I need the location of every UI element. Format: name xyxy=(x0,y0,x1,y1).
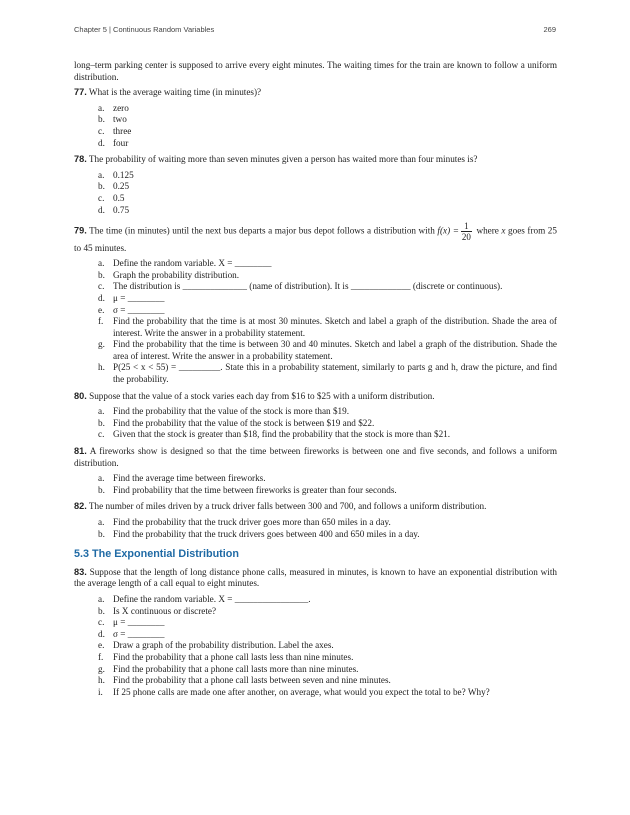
list-item: e. Draw a graph of the probability distribution. Label the axes. xyxy=(98,640,334,651)
list-item: c. μ = ________ xyxy=(98,617,165,628)
problem-83 xyxy=(74,567,557,699)
list-item: c. three xyxy=(98,125,132,136)
list-item: b. Find the probability that the truck drivers goes between 400 and 650 miles in a day. xyxy=(98,528,420,539)
list-item: b. 0.25 xyxy=(98,181,130,192)
problem-number: 79. xyxy=(74,225,87,236)
list-item: a. Find the probability that the value of the stock is more than $19. xyxy=(98,406,350,417)
fraction: $\frac{1}{20}$ xyxy=(461,221,471,243)
list-item: i. If 25 phone calls are made one after another, on average, what would you expect the total to be? Why? xyxy=(98,686,490,697)
page-number: 269 xyxy=(543,25,556,34)
chapter-title: Chapter 5 | Continuous Random Variables xyxy=(74,25,215,34)
problem-number: 82. xyxy=(74,501,87,512)
section-heading: 5.3 The Exponential Distribution xyxy=(74,548,239,561)
problem-number: 81. xyxy=(74,446,87,457)
list-item: c. 0.5 xyxy=(98,192,125,203)
problem-80 xyxy=(74,391,557,441)
problem-number: 80. xyxy=(74,390,87,401)
list-item: h. P(25 < x < 55) = _________. State this in a probability statement, similarly to parts g and h, draw the picture, and find the probability. xyxy=(98,362,557,385)
list-item: b. Find the probability that the value of the stock is between $19 and $22. xyxy=(98,417,375,428)
list-item: h. Find the probability that a phone call lasts between seven and nine minutes. xyxy=(98,675,391,686)
page-content xyxy=(74,60,557,698)
problem-82 xyxy=(74,501,557,540)
problem-text: Suppose that the length of long distance phone calls, measured in minutes, is known to have an exponential distribution with the average length of a call equal to eight minutes. xyxy=(74,566,557,589)
list-item: g. Find the probability that a phone call lasts more than nine minutes. xyxy=(98,663,359,674)
answer-list xyxy=(74,103,557,149)
answer-list xyxy=(74,170,557,216)
list-item: c. Given that the stock is greater than $18, find the probability that the stock is more than $21. xyxy=(98,429,451,440)
answer-list xyxy=(74,406,557,441)
continuation-text: long–term parking center is supposed to arrive every eight minutes. The waiting times for the train are known to follow a uniform distribution. xyxy=(74,60,557,82)
problem-text: A fireworks show is designed so that the time between fireworks is between one and five seconds, and follows a uniform distribution. xyxy=(74,446,557,468)
list-item: g. Find the probability that the time is between 30 and 40 minutes. Sketch and label a graph of the distribution. Shade the area of interest. Write the answer in a probability statement. xyxy=(98,339,557,361)
list-item: f. Find the probability that the time is at most 30 minutes. Sketch and label a graph of the distribution. Shade the area of interest. Write the answer in a probability statement. xyxy=(98,316,557,338)
list-item: b. Graph the probability distribution. xyxy=(98,269,240,280)
problem-text: Suppose that the value of a stock varies each day from $16 to $25 with a uniform distribution. xyxy=(89,390,435,401)
list-item: a. Find the average time between fireworks. xyxy=(98,473,266,484)
answer-list xyxy=(74,258,557,386)
problem-79: 79. The time (in minutes) until the next bus departs a major bus depot follows a distribution with f(x) = $\frac{1}{20}$ where x goes from 25 to 45 minutes. a. Define the random variable. X = ________ b. Graph the probability distribution. c. The distribution is ______________ (name of distribution). It is _____________ (discrete or continuous). d. μ = ________ e. σ = ________ f. Find the probability that the time is at most 30 minutes. Sketch and label a graph of the distribution. Shade the area of interest. Write the answer in a probability statement. g. Find the probability that the time is between 30 and 40 minutes. Sketch and label a graph of the distribution. Shade the area of interest. Write the answer in a probability statement. h. P(25 < x < 55) = _________. State this in a probability statement, similarly to parts g and h, draw the picture, and find the probability. xyxy=(74,221,557,385)
list-item: d. 0.75 xyxy=(98,204,130,215)
list-item: a. Find the probability that the truck driver goes more than 650 miles in a day. xyxy=(98,517,391,527)
problem-text: What is the average waiting time (in minutes)? xyxy=(88,87,262,98)
answer-list xyxy=(74,517,557,540)
list-item: a. zero xyxy=(98,102,129,113)
problem-number: 77. xyxy=(74,87,87,98)
list-item: b. two xyxy=(98,114,127,125)
problem-77 xyxy=(74,87,557,149)
list-item: c. The distribution is ______________ (name of distribution). It is _____________ (discrete or continuous). xyxy=(98,281,503,292)
list-item: b. Is X continuous or discrete? xyxy=(98,605,217,616)
page-header xyxy=(74,25,556,37)
list-item: d. μ = ________ xyxy=(98,292,165,303)
list-item: e. σ = ________ xyxy=(98,304,165,315)
list-item: a. 0.125 xyxy=(98,169,134,180)
problem-text: The number of miles driven by a truck driver falls between 300 and 700, and follows a uniform distribution. xyxy=(88,501,487,512)
list-item: f. Find the probability that a phone call lasts less than nine minutes. xyxy=(98,651,354,662)
problem-text: The probability of waiting more than seven minutes given a person has waited more than four minutes is? xyxy=(88,154,478,165)
list-item: a. Define the random variable. X = ________________. xyxy=(98,593,311,604)
answer-list xyxy=(74,473,557,496)
problem-number: 83. xyxy=(74,566,87,577)
problem-81 xyxy=(74,446,557,496)
list-item: b. Find probability that the time between fireworks is greater than four seconds. xyxy=(98,484,397,495)
answer-list xyxy=(74,594,557,698)
problem-number: 78. xyxy=(74,154,87,165)
list-item: a. Define the random variable. X = ________ xyxy=(98,258,272,269)
problem-78 xyxy=(74,154,557,216)
list-item: d. four xyxy=(98,137,129,148)
list-item: d. σ = ________ xyxy=(98,628,165,639)
